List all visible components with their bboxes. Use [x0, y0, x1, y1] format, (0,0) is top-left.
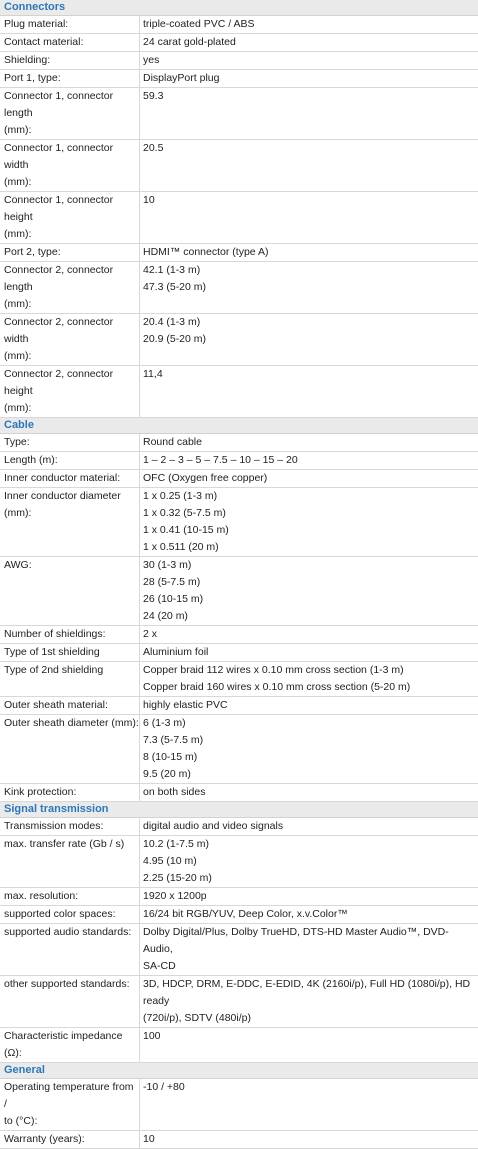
spec-value: 10: [143, 1133, 155, 1145]
spec-row: [0, 697, 478, 715]
spec-row: [0, 470, 478, 488]
spec-label: Contact material:: [0, 34, 140, 51]
spec-row: [0, 262, 478, 314]
spec-value: -10 / +80: [143, 1081, 185, 1093]
spec-label: supported color spaces:: [0, 906, 140, 923]
spec-value: digital audio and video signals: [143, 820, 284, 832]
spec-value: yes: [143, 54, 160, 66]
spec-row: [0, 976, 478, 1028]
spec-value: 30 (1-3 m) 28 (5-7.5 m) 26 (10-15 m) 24 (20 m): [143, 559, 204, 622]
spec-label: Connector 1, connector height (mm):: [0, 192, 140, 243]
spec-label: Type of 2nd shielding: [0, 662, 140, 696]
spec-value: 6 (1-3 m) 7.3 (5-7.5 m) 8 (10-15 m) 9.5 (20 m): [143, 717, 204, 780]
spec-value: 100: [143, 1030, 161, 1042]
spec-label: AWG:: [0, 557, 140, 625]
spec-row: [0, 818, 478, 836]
spec-value: 16/24 bit RGB/YUV, Deep Color, x.v.Color™: [143, 908, 348, 920]
spec-value: highly elastic PVC: [143, 699, 228, 711]
spec-row: [0, 557, 478, 626]
spec-label: Plug material:: [0, 16, 140, 33]
spec-label: supported audio standards:: [0, 924, 140, 975]
spec-value: 10.2 (1-7.5 m) 4.95 (10 m) 2.25 (15-20 m): [143, 838, 212, 884]
section-header-cable: Cable: [0, 418, 478, 434]
spec-value: on both sides: [143, 786, 206, 798]
spec-label: Operating temperature from / to (°C):: [0, 1079, 140, 1130]
spec-label: Characteristic impedance (Ω):: [0, 1028, 140, 1062]
section-header-connectors: Connectors: [0, 0, 478, 16]
spec-row: [0, 70, 478, 88]
spec-row: [0, 452, 478, 470]
spec-row: [0, 434, 478, 452]
spec-label: Connector 2, connector length (mm):: [0, 262, 140, 313]
spec-label: Kink protection:: [0, 784, 140, 801]
spec-label: Connector 1, connector length (mm):: [0, 88, 140, 139]
spec-value: 59.3: [143, 90, 164, 102]
spec-value: 20.4 (1-3 m) 20.9 (5-20 m): [143, 316, 207, 345]
spec-value: 10: [143, 194, 155, 206]
spec-row: [0, 626, 478, 644]
spec-value: HDMI™ connector (type A): [143, 246, 269, 258]
spec-value: triple-coated PVC / ABS: [143, 18, 255, 30]
spec-label: Inner conductor diameter (mm):: [0, 488, 140, 556]
spec-row: [0, 906, 478, 924]
spec-value: DisplayPort plug: [143, 72, 220, 84]
spec-label: Connector 2, connector width (mm):: [0, 314, 140, 365]
spec-label: Shielding:: [0, 52, 140, 69]
spec-value: 24 carat gold-plated: [143, 36, 236, 48]
spec-row: [0, 16, 478, 34]
section-header-signal-transmission: Signal transmission: [0, 802, 478, 818]
spec-row: [0, 140, 478, 192]
spec-value: 1920 x 1200p: [143, 890, 207, 902]
spec-row: [0, 244, 478, 262]
spec-label: Warranty (years):: [0, 1131, 140, 1148]
spec-value: Copper braid 112 wires x 0.10 mm cross section (1-3 m) Copper braid 160 wires x 0.10 mm cross section (5-20 m): [143, 664, 411, 693]
spec-value: 1 x 0.25 (1-3 m) 1 x 0.32 (5-7.5 m) 1 x 0.41 (10-15 m) 1 x 0.511 (20 m): [143, 490, 229, 553]
spec-row: [0, 662, 478, 697]
spec-label: Connector 1, connector width (mm):: [0, 140, 140, 191]
spec-row: [0, 1131, 478, 1149]
spec-value: Round cable: [143, 436, 202, 448]
spec-row: [0, 836, 478, 888]
spec-value: 1 – 2 – 3 – 5 – 7.5 – 10 – 15 – 20: [143, 454, 298, 466]
spec-label: Inner conductor material:: [0, 470, 140, 487]
spec-label: Type:: [0, 434, 140, 451]
spec-value: Dolby Digital/Plus, Dolby TrueHD, DTS-HD Master Audio™, DVD-Audio, SA-CD: [143, 926, 449, 972]
spec-row: [0, 888, 478, 906]
spec-row: [0, 314, 478, 366]
spec-label: Length (m):: [0, 452, 140, 469]
spec-label: Type of 1st shielding: [0, 644, 140, 661]
spec-value: OFC (Oxygen free copper): [143, 472, 268, 484]
spec-row: [0, 34, 478, 52]
spec-row: [0, 784, 478, 802]
spec-label: Port 2, type:: [0, 244, 140, 261]
spec-label: other supported standards:: [0, 976, 140, 1027]
spec-row: [0, 192, 478, 244]
spec-value: 42.1 (1-3 m) 47.3 (5-20 m): [143, 264, 207, 293]
spec-row: [0, 644, 478, 662]
spec-label: Number of shieldings:: [0, 626, 140, 643]
spec-row: [0, 715, 478, 784]
spec-row: [0, 52, 478, 70]
spec-label: Connector 2, connector height (mm):: [0, 366, 140, 417]
spec-value: 11,4: [143, 368, 163, 380]
spec-value: 3D, HDCP, DRM, E-DDC, E-EDID, 4K (2160i/p), Full HD (1080i/p), HD ready (720i/p), SDTV (480i/p): [143, 978, 471, 1024]
spec-row: [0, 488, 478, 557]
spec-value: 20.5: [143, 142, 164, 154]
spec-row: [0, 88, 478, 140]
spec-label: Port 1, type:: [0, 70, 140, 87]
spec-row: [0, 1079, 478, 1131]
spec-row: [0, 1028, 478, 1063]
spec-label: Transmission modes:: [0, 818, 140, 835]
spec-label: max. resolution:: [0, 888, 140, 905]
section-header-general: General: [0, 1063, 478, 1079]
spec-row: [0, 924, 478, 976]
spec-row: [0, 366, 478, 418]
spec-value: Aluminium foil: [143, 646, 209, 658]
spec-label: Outer sheath material:: [0, 697, 140, 714]
spec-label: Outer sheath diameter (mm):: [0, 715, 140, 783]
spec-label: max. transfer rate (Gb / s): [0, 836, 140, 887]
spec-value: 2 x: [143, 628, 158, 640]
